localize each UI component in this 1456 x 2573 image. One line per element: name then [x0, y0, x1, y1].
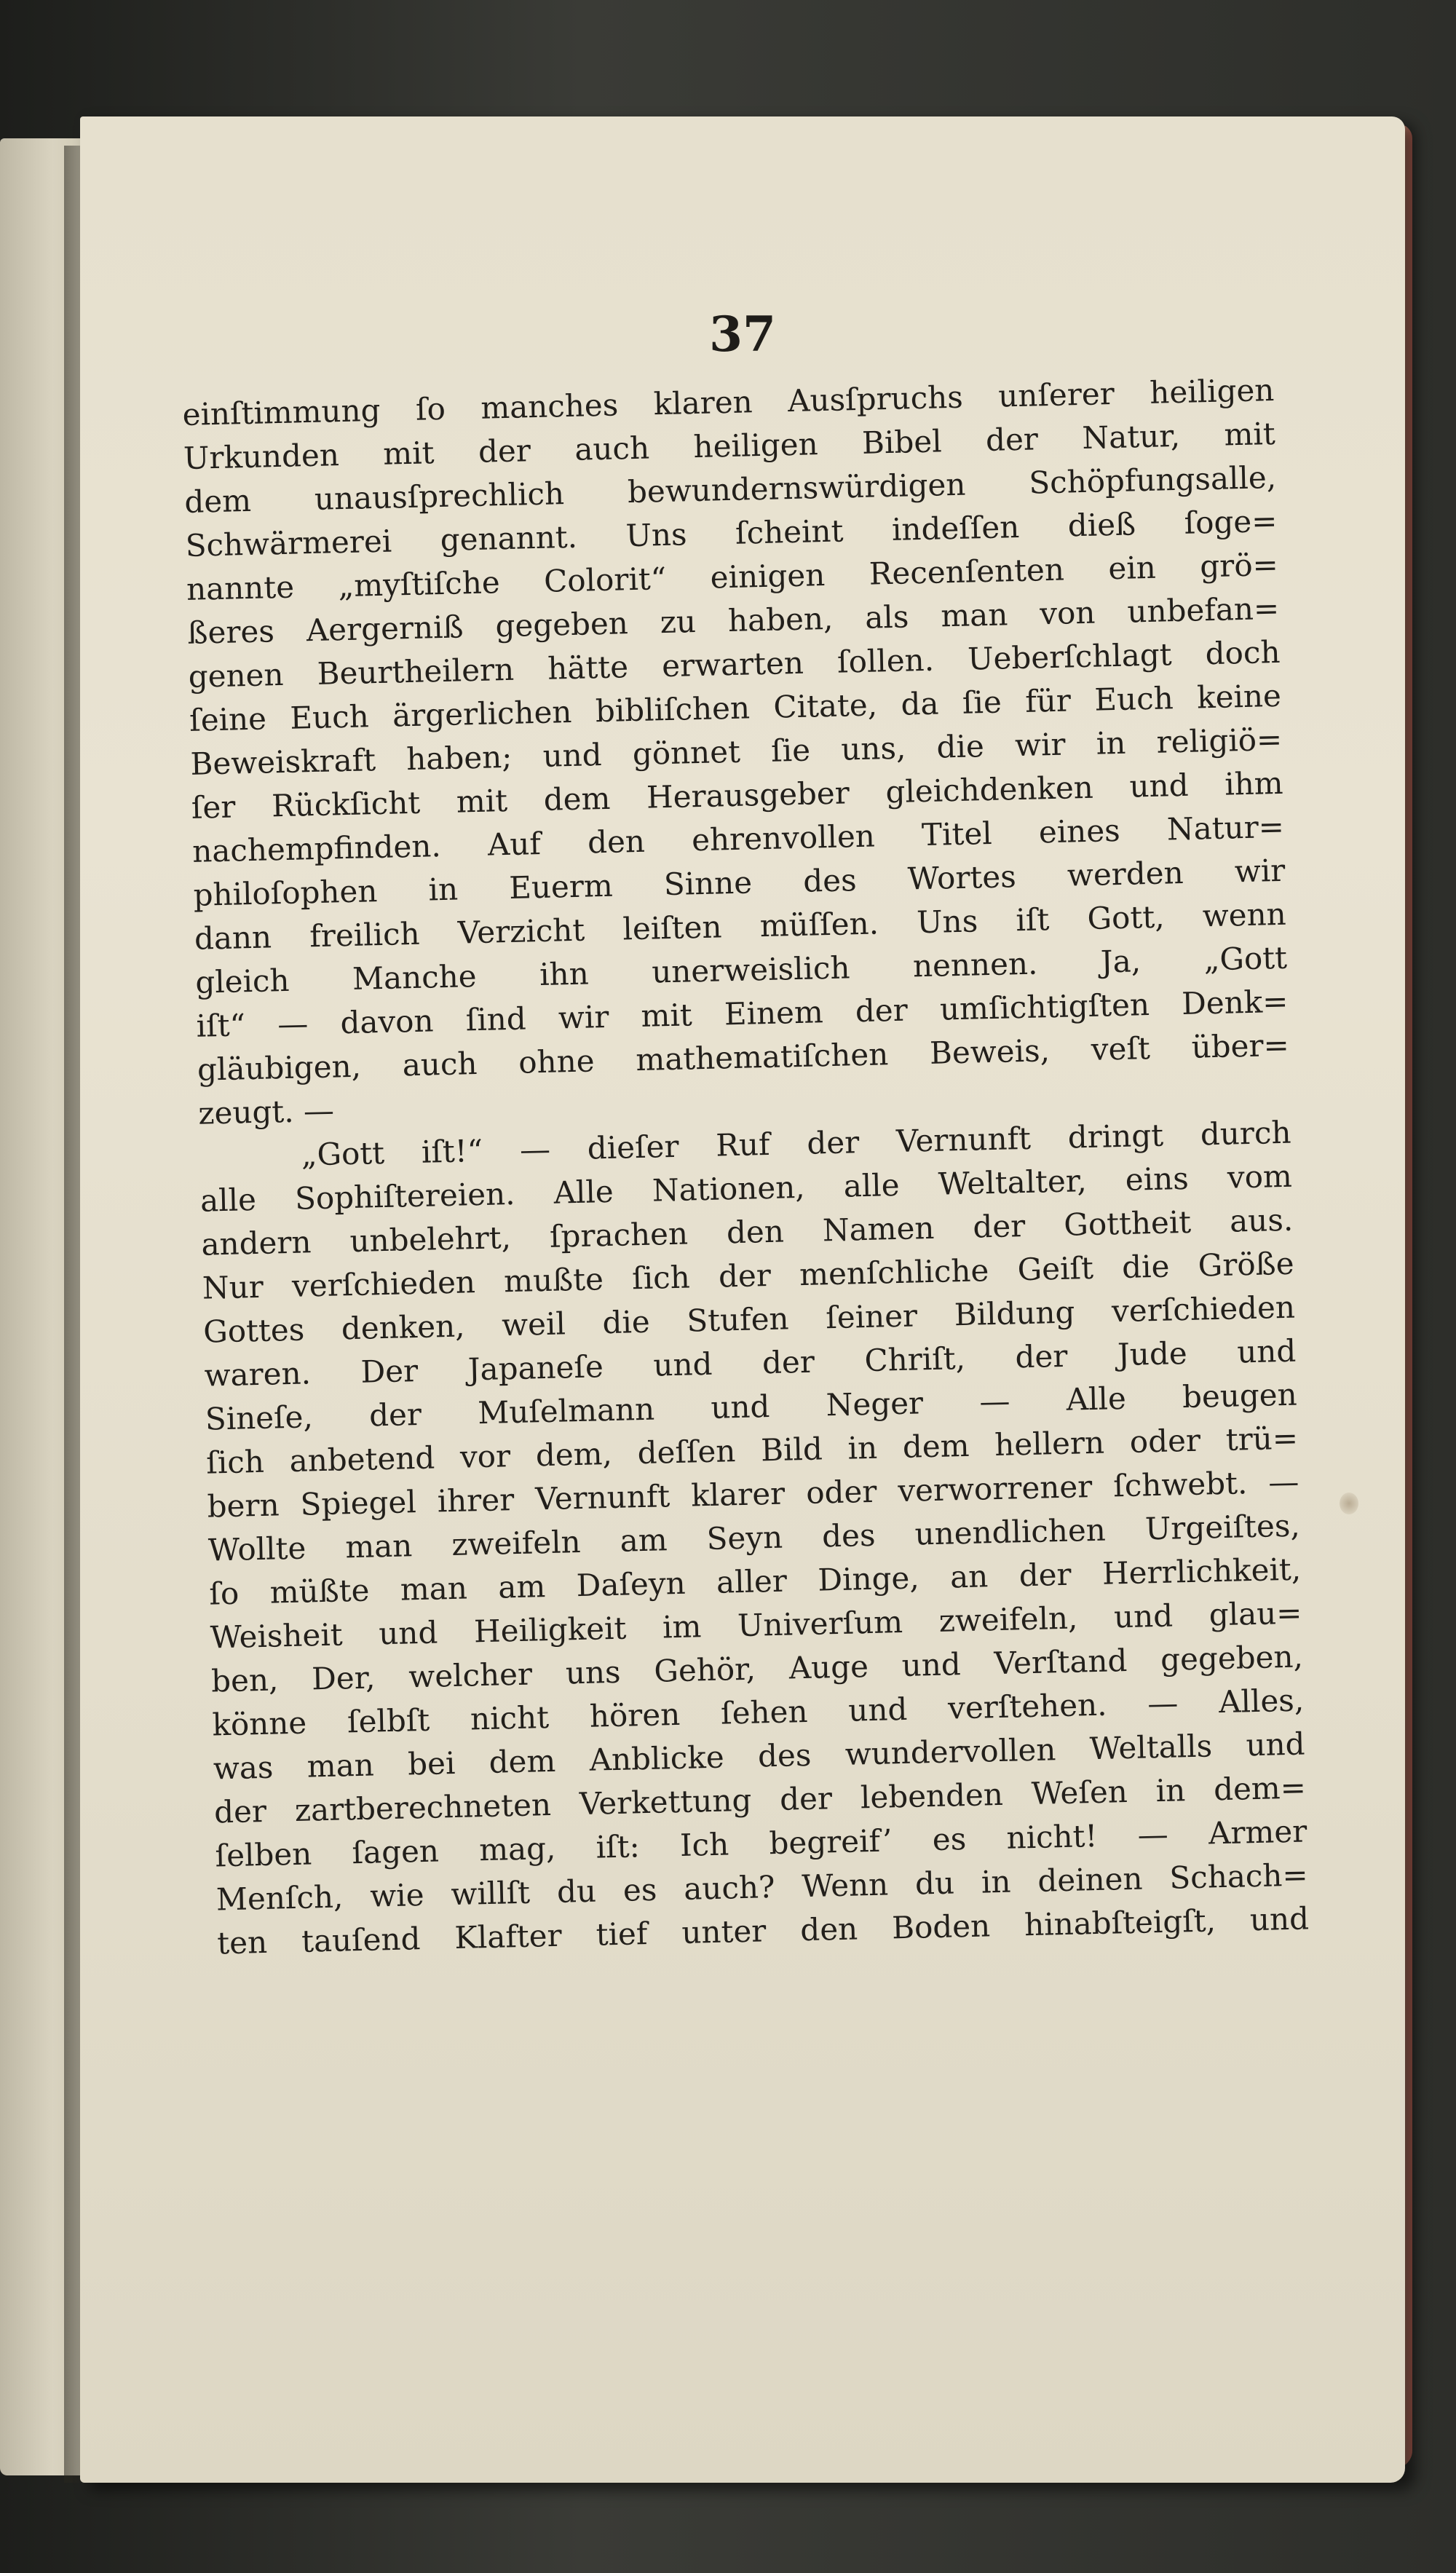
paper-stain [1340, 1493, 1358, 1514]
text-line: alle Sophiſtereien. Alle Nationen, alle Weltalter, eins vom [199, 1158, 1293, 1219]
text-line: was man bei dem Anblicke des wundervollen Weltalls und [213, 1726, 1306, 1787]
text-line: genen Beurtheilern hätte erwarten ſollen. Ueberſchlagt doch [188, 633, 1281, 695]
text-line: ten tauſend Klafter tief unter den Boden hinabſteigſt, und [216, 1900, 1310, 1961]
text-line: ſo müßte man am Daſeyn aller Dinge, an der Herrlichkeit, [208, 1551, 1302, 1612]
text-line: Schwärmerei genannt. Uns ſcheint indeſſen dieß ſoge= [185, 502, 1278, 564]
text-line: iſt“ — davon ſind wir mit Einem der umſichtigſten Denk= [196, 983, 1289, 1044]
text-line: ßeres Aergerniß gegeben zu haben, als man von unbefan= [186, 590, 1280, 651]
text-line: nachempfinden. Auf den ehrenvollen Titel eines Natur= [191, 808, 1285, 869]
text-line: waren. Der Japaneſe und der Chriſt, der Jude und [204, 1332, 1297, 1394]
text-line: ſer Rückſicht mit dem Herausgeber gleichdenken und ihm [191, 764, 1284, 826]
book-page [80, 116, 1405, 2483]
text-line: der zartberechneten Verkettung der lebenden Weſen in dem= [213, 1769, 1307, 1830]
text-line: andern unbelehrt, ſprachen den Namen der Gottheit aus. [200, 1201, 1294, 1262]
body-text [182, 368, 1310, 1965]
text-line: gleich Manche ihn unerweislich nennen. Ja, „Gott [194, 939, 1288, 1000]
text-line: bern Spiegel ihrer Vernunft klarer oder verworrener ſchwebt. — [207, 1463, 1299, 1525]
text-line: Weisheit und Heiligkeit im Univerſum zweifeln, und glau= [210, 1594, 1302, 1656]
text-line: „Gott iſt!“ — dieſer Ruf der Vernunft dringt durch [301, 1114, 1291, 1173]
text-line: einſtimmung ſo manches klaren Ausſpruchs unſerer heiligen [182, 371, 1275, 432]
text-line: Wollte man zweifeln am Seyn des unendlichen Urgeiſtes, [207, 1507, 1301, 1568]
text-line: Sineſe, der Muſelmann und Neger — Alle beugen [205, 1376, 1298, 1437]
text-line: gläubigen, auch ohne mathematiſchen Beweis, veſt über= [197, 1027, 1290, 1088]
text-line: könne ſelbſt nicht hören ſehen und verſtehen. — Alles, [211, 1682, 1305, 1743]
text-line: ſeine Euch ärgerlichen bibliſchen Citate, da ſie für Euch keine [189, 677, 1282, 738]
text-line: ſelben ſagen mag, iſt: Ich begreif’ es nicht! — Armer [215, 1813, 1307, 1874]
text-line: Gottes denken, weil die Stufen ſeiner Bildung verſchieden [202, 1289, 1296, 1350]
page-number: 37 [709, 306, 776, 363]
text-line: ben, Der, welcher uns Gehör, Auge und Verſtand gegeben, [210, 1638, 1304, 1699]
text-line: ſich anbetend vor dem, deſſen Bild in dem hellern oder trü= [205, 1420, 1299, 1481]
text-line: Beweiskraft haben; und gönnet ſie uns, die wir in religiö= [190, 721, 1283, 782]
text-line: nannte „myſtiſche Colorit“ einigen Recenſenten ein grö= [186, 546, 1279, 607]
text-line: zeugt. — [197, 1092, 335, 1131]
text-line: Nur verſchieden mußte ſich der menſchliche Geiſt die Größe [202, 1245, 1295, 1306]
text-line: dem unausſprechlich bewundernswürdigen Schöpfungsalle, [183, 459, 1277, 520]
text-line: philoſophen in Euerm Sinne des Wortes werden wir [193, 852, 1286, 913]
text-line: Urkunden mit der auch heiligen Bibel der Natur, mit [183, 415, 1276, 476]
text-line: dann freilich Verzicht leiſten müſſen. Uns iſt Gott, wenn [194, 896, 1287, 957]
text-line: Menſch, wie willſt du es auch? Wenn du in deinen Schach= [215, 1857, 1309, 1918]
